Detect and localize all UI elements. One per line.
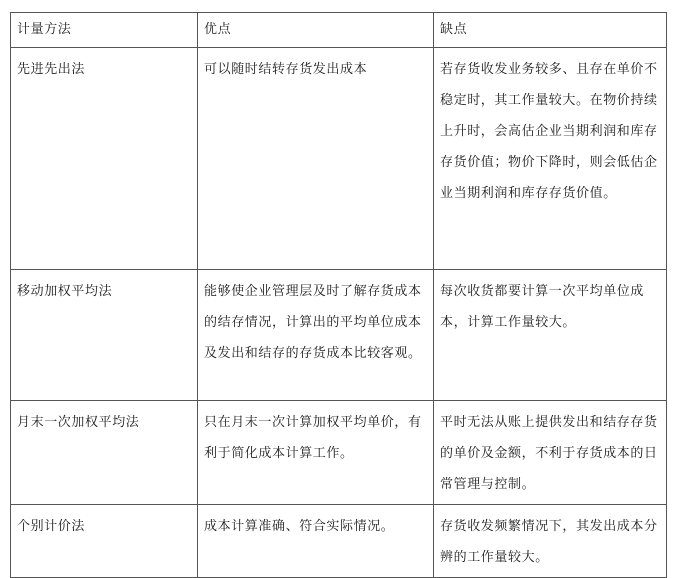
- disadvantage-cell: 平时无法从账上提供发出和结存存货的单价及金额，不利于存货成本的日常管理与控制。: [434, 401, 667, 505]
- valuation-methods-table: [10, 12, 667, 578]
- header-method: 计量方法: [11, 13, 198, 48]
- advantage-cell: 能够使企业管理层及时了解存货成本的结存情况，计算出的平均单位成本及发出和结存的存货成本比较客观。: [198, 270, 434, 401]
- method-cell: 月末一次加权平均法: [11, 401, 198, 505]
- advantage-cell: 可以随时结转存货发出成本: [198, 48, 434, 270]
- table-row: [11, 270, 667, 401]
- header-disadvantage: 缺点: [434, 13, 667, 48]
- advantage-cell: 只在月末一次计算加权平均单价，有利于简化成本计算工作。: [198, 401, 434, 505]
- table-row: [11, 48, 667, 270]
- disadvantage-cell: 存货收发频繁情况下，其发出成本分辨的工作量较大。: [434, 505, 667, 578]
- method-cell: 移动加权平均法: [11, 270, 198, 401]
- advantage-cell: 成本计算准确、符合实际情况。: [198, 505, 434, 578]
- table-row: [11, 401, 667, 505]
- disadvantage-cell: 若存货收发业务较多、且存在单价不稳定时，其工作量较大。在物价持续上升时，会高估企业当期利润和库存存货价值；物价下降时，则会低估企业当期利润和库存存货价值。: [434, 48, 667, 270]
- table-row: [11, 505, 667, 578]
- table-header-row: [11, 13, 667, 48]
- disadvantage-cell: 每次收货都要计算一次平均单位成本，计算工作量较大。: [434, 270, 667, 401]
- method-cell: 先进先出法: [11, 48, 198, 270]
- header-advantage: 优点: [198, 13, 434, 48]
- method-cell: 个别计价法: [11, 505, 198, 578]
